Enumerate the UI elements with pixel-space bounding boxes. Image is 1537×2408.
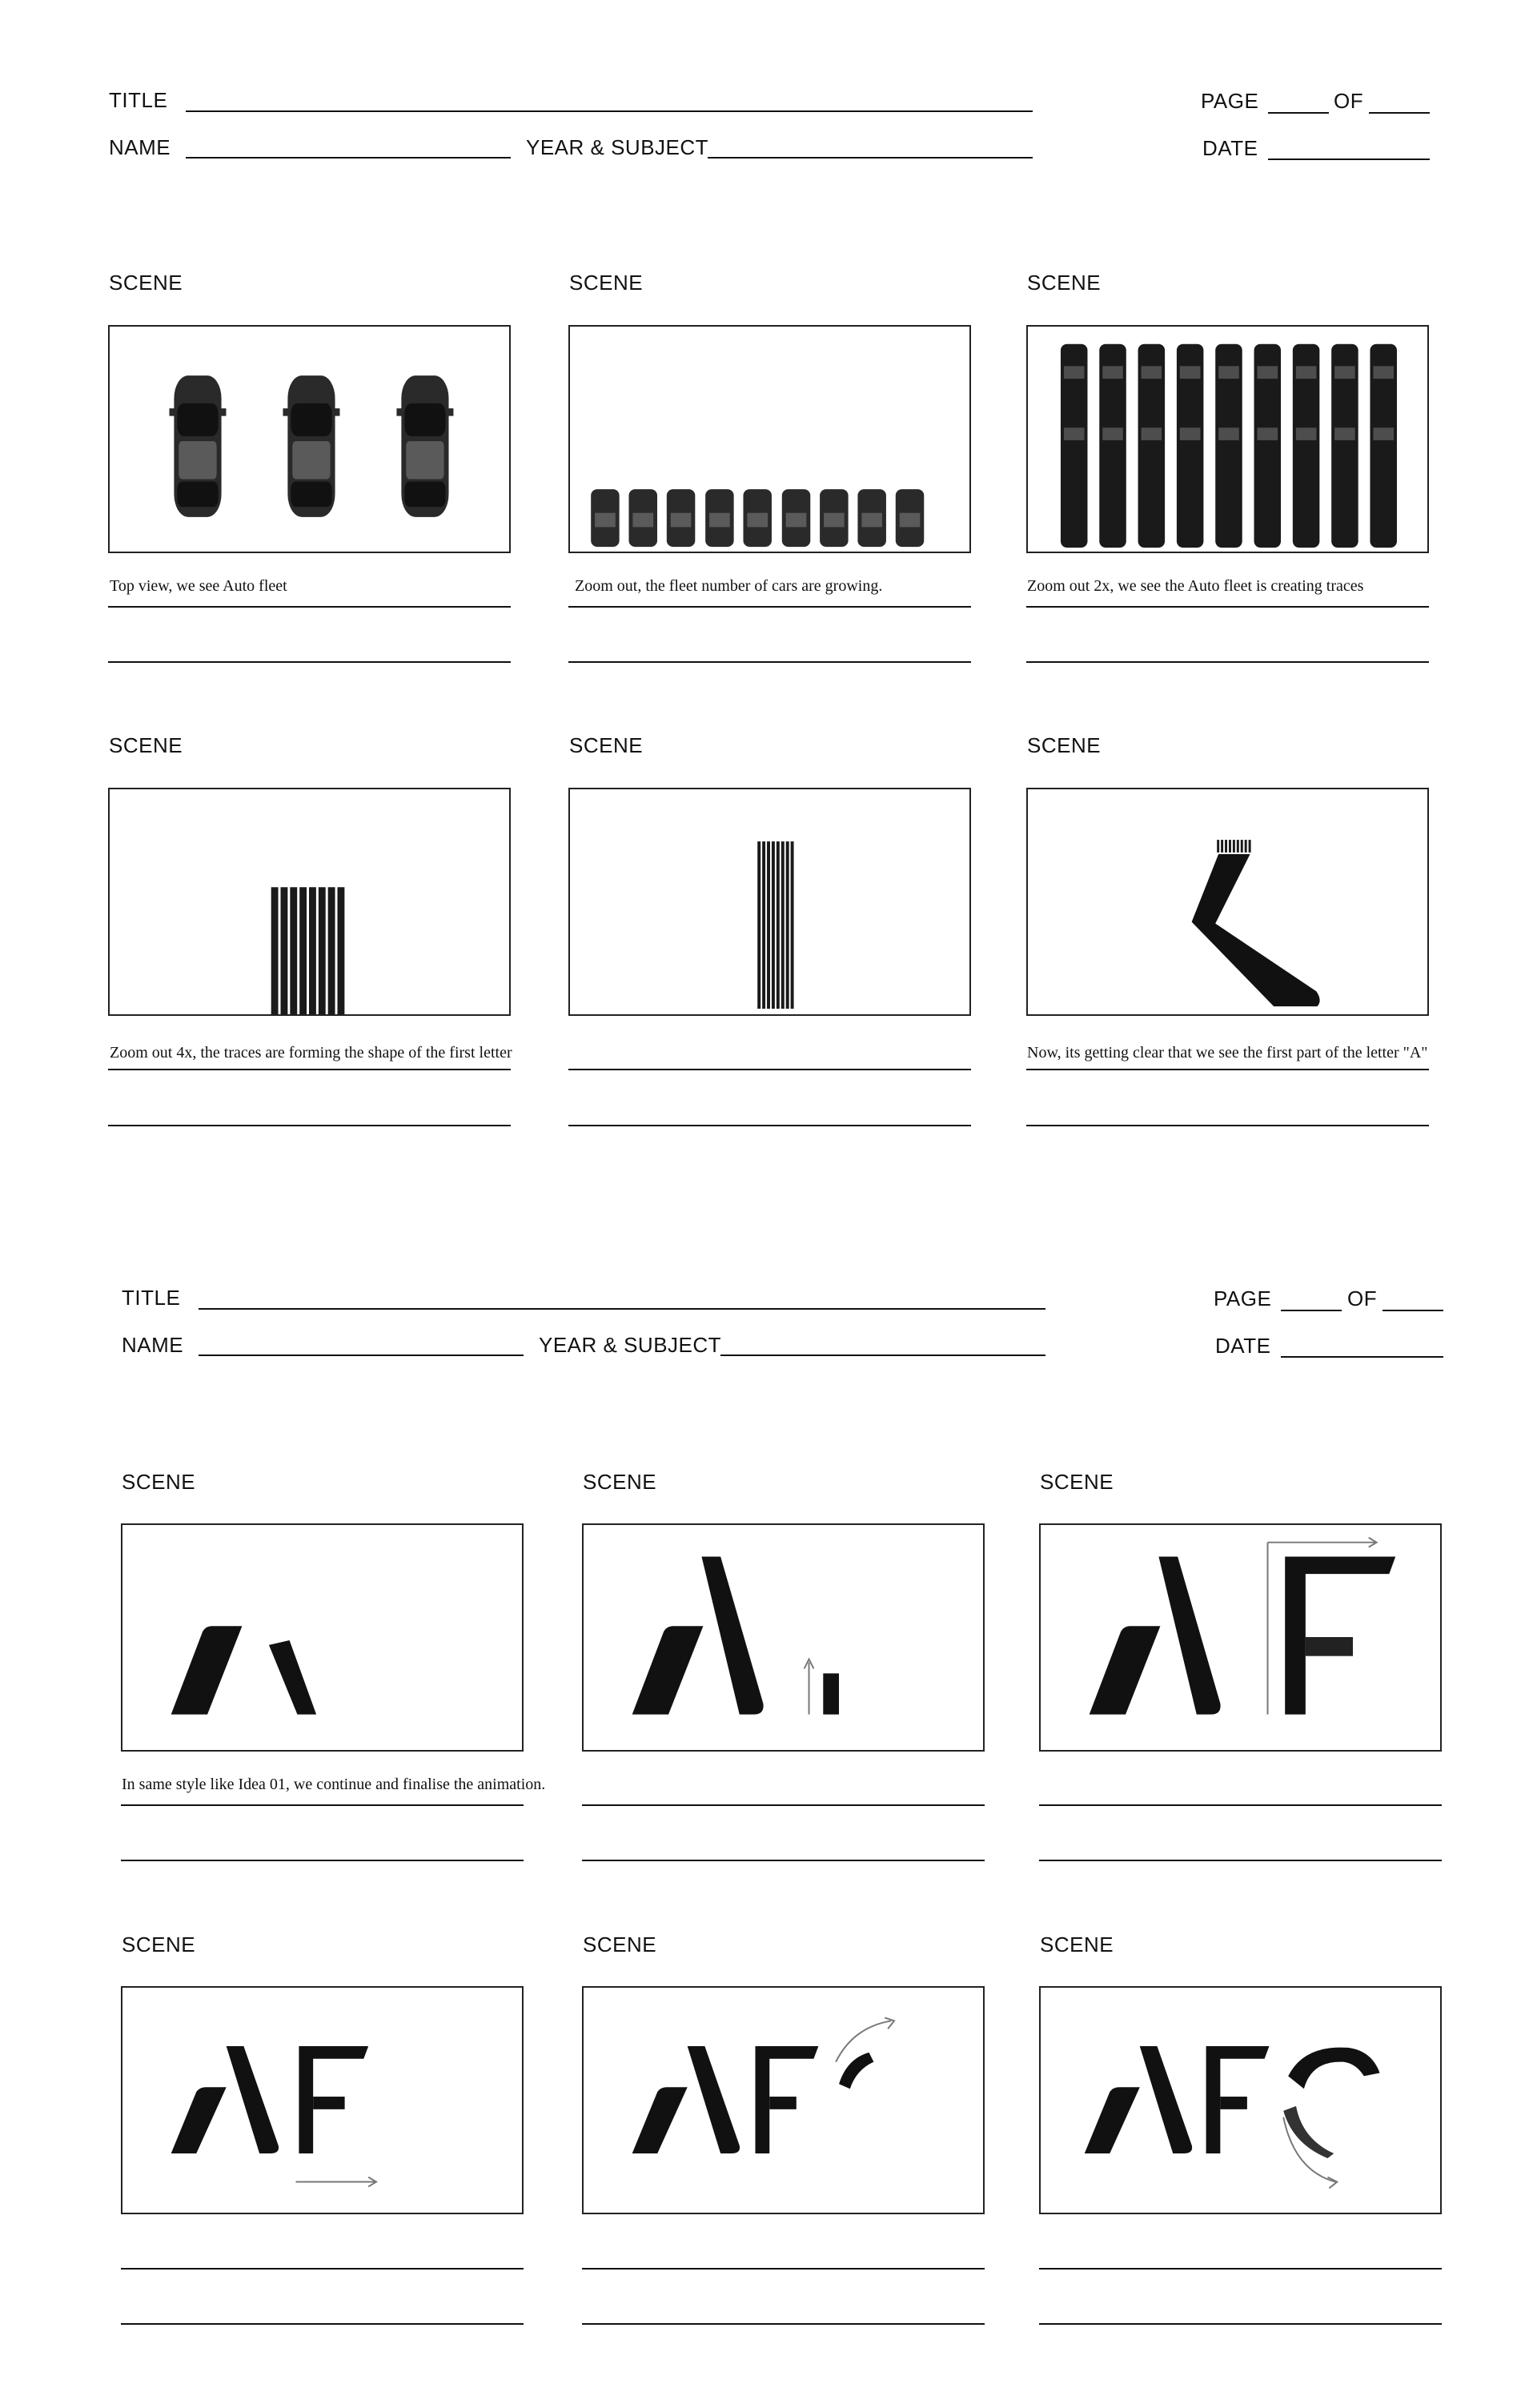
of-label: OF [1347, 1286, 1378, 1310]
scene-caption: Now, its getting clear that we see the first part of the letter "A" [1027, 1044, 1428, 1062]
scene-label: SCENE [583, 1470, 657, 1494]
date-field[interactable] [1268, 159, 1430, 160]
caption-line[interactable] [108, 661, 511, 663]
scene-label: SCENE [122, 1932, 196, 1956]
scene-frame [1039, 1523, 1442, 1752]
caption-line[interactable] [568, 1125, 971, 1126]
caption-line[interactable] [582, 2268, 985, 2270]
page-total-field[interactable] [1382, 1310, 1443, 1311]
scene-caption: Zoom out, the fleet number of cars are growing. [575, 577, 883, 595]
caption-line[interactable] [121, 1804, 524, 1806]
page-number-field[interactable] [1268, 112, 1329, 114]
name-field[interactable] [199, 1354, 524, 1356]
caption-line[interactable] [582, 1860, 985, 1861]
caption-line[interactable] [1026, 1069, 1429, 1070]
caption-line[interactable] [1039, 2268, 1442, 2270]
scene-frame [568, 788, 971, 1016]
page-number-field[interactable] [1281, 1310, 1342, 1311]
letter-a-first-stroke-illustration [1028, 789, 1427, 1014]
caption-line[interactable] [1026, 1125, 1429, 1126]
letters-af-forming-illustration [1041, 1525, 1440, 1750]
letters-af-c-start-illustration [584, 1988, 983, 2213]
caption-line[interactable] [108, 606, 511, 608]
year-subject-label: YEAR & SUBJECT [539, 1333, 722, 1357]
of-label: OF [1334, 89, 1364, 113]
traces-forming-letter-illustration [110, 789, 509, 1014]
caption-line[interactable] [568, 661, 971, 663]
letters-afc-illustration [1041, 1988, 1440, 2213]
caption-line[interactable] [121, 2323, 524, 2325]
scene-frame [568, 325, 971, 553]
name-label: NAME [122, 1333, 184, 1357]
fleet-traces-illustration [1028, 327, 1427, 552]
scene-label: SCENE [109, 733, 183, 757]
fleet-top-view-illustration [110, 327, 509, 552]
scene-label: SCENE [1027, 733, 1102, 757]
year-subject-field[interactable] [708, 157, 1033, 159]
scene-label: SCENE [583, 1932, 657, 1956]
caption-line[interactable] [108, 1069, 511, 1070]
scene-label: SCENE [569, 733, 644, 757]
title-field[interactable] [186, 110, 1033, 112]
year-subject-label: YEAR & SUBJECT [526, 135, 709, 159]
scene-frame [1026, 325, 1429, 553]
scene-label: SCENE [1027, 271, 1102, 295]
caption-line[interactable] [1026, 606, 1429, 608]
date-label: DATE [1202, 136, 1258, 160]
scene-label: SCENE [1040, 1470, 1114, 1494]
caption-line[interactable] [108, 1125, 511, 1126]
title-field[interactable] [199, 1308, 1045, 1310]
caption-line[interactable] [582, 2323, 985, 2325]
traces-column-illustration [570, 789, 969, 1014]
scene-label: SCENE [109, 271, 183, 295]
scene-frame [108, 788, 511, 1016]
scene-frame [121, 1986, 524, 2214]
scene-label: SCENE [122, 1470, 196, 1494]
letter-a-complete-illustration [584, 1525, 983, 1750]
caption-line[interactable] [582, 1804, 985, 1806]
fleet-growing-illustration [570, 327, 969, 552]
scene-caption: Zoom out 4x, the traces are forming the shape of the first letter [110, 1044, 512, 1062]
scene-label: SCENE [1040, 1932, 1114, 1956]
caption-line[interactable] [121, 1860, 524, 1861]
scene-caption: Zoom out 2x, we see the Auto fleet is creating traces [1027, 577, 1364, 595]
page-label: PAGE [1214, 1286, 1272, 1310]
title-label: TITLE [109, 88, 168, 112]
title-label: TITLE [122, 1286, 181, 1310]
scene-caption: In same style like Idea 01, we continue and finalise the animation. [122, 1776, 546, 1793]
scene-frame [582, 1523, 985, 1752]
caption-line[interactable] [1039, 2323, 1442, 2325]
caption-line[interactable] [568, 1069, 971, 1070]
name-field[interactable] [186, 157, 511, 159]
scene-frame [108, 325, 511, 553]
scene-caption: Top view, we see Auto fleet [110, 577, 287, 595]
scene-frame [1039, 1986, 1442, 2214]
year-subject-field[interactable] [720, 1354, 1045, 1356]
name-label: NAME [109, 135, 171, 159]
letters-af-illustration [122, 1988, 522, 2213]
caption-line[interactable] [568, 606, 971, 608]
date-label: DATE [1215, 1334, 1271, 1358]
page-label: PAGE [1201, 89, 1259, 113]
letter-a-partial-illustration [122, 1525, 522, 1750]
caption-line[interactable] [1039, 1804, 1442, 1806]
page-total-field[interactable] [1369, 112, 1430, 114]
scene-frame [121, 1523, 524, 1752]
scene-label: SCENE [569, 271, 644, 295]
scene-frame [582, 1986, 985, 2214]
date-field[interactable] [1281, 1356, 1443, 1358]
caption-line[interactable] [1039, 1860, 1442, 1861]
caption-line[interactable] [121, 2268, 524, 2270]
caption-line[interactable] [1026, 661, 1429, 663]
scene-frame [1026, 788, 1429, 1016]
